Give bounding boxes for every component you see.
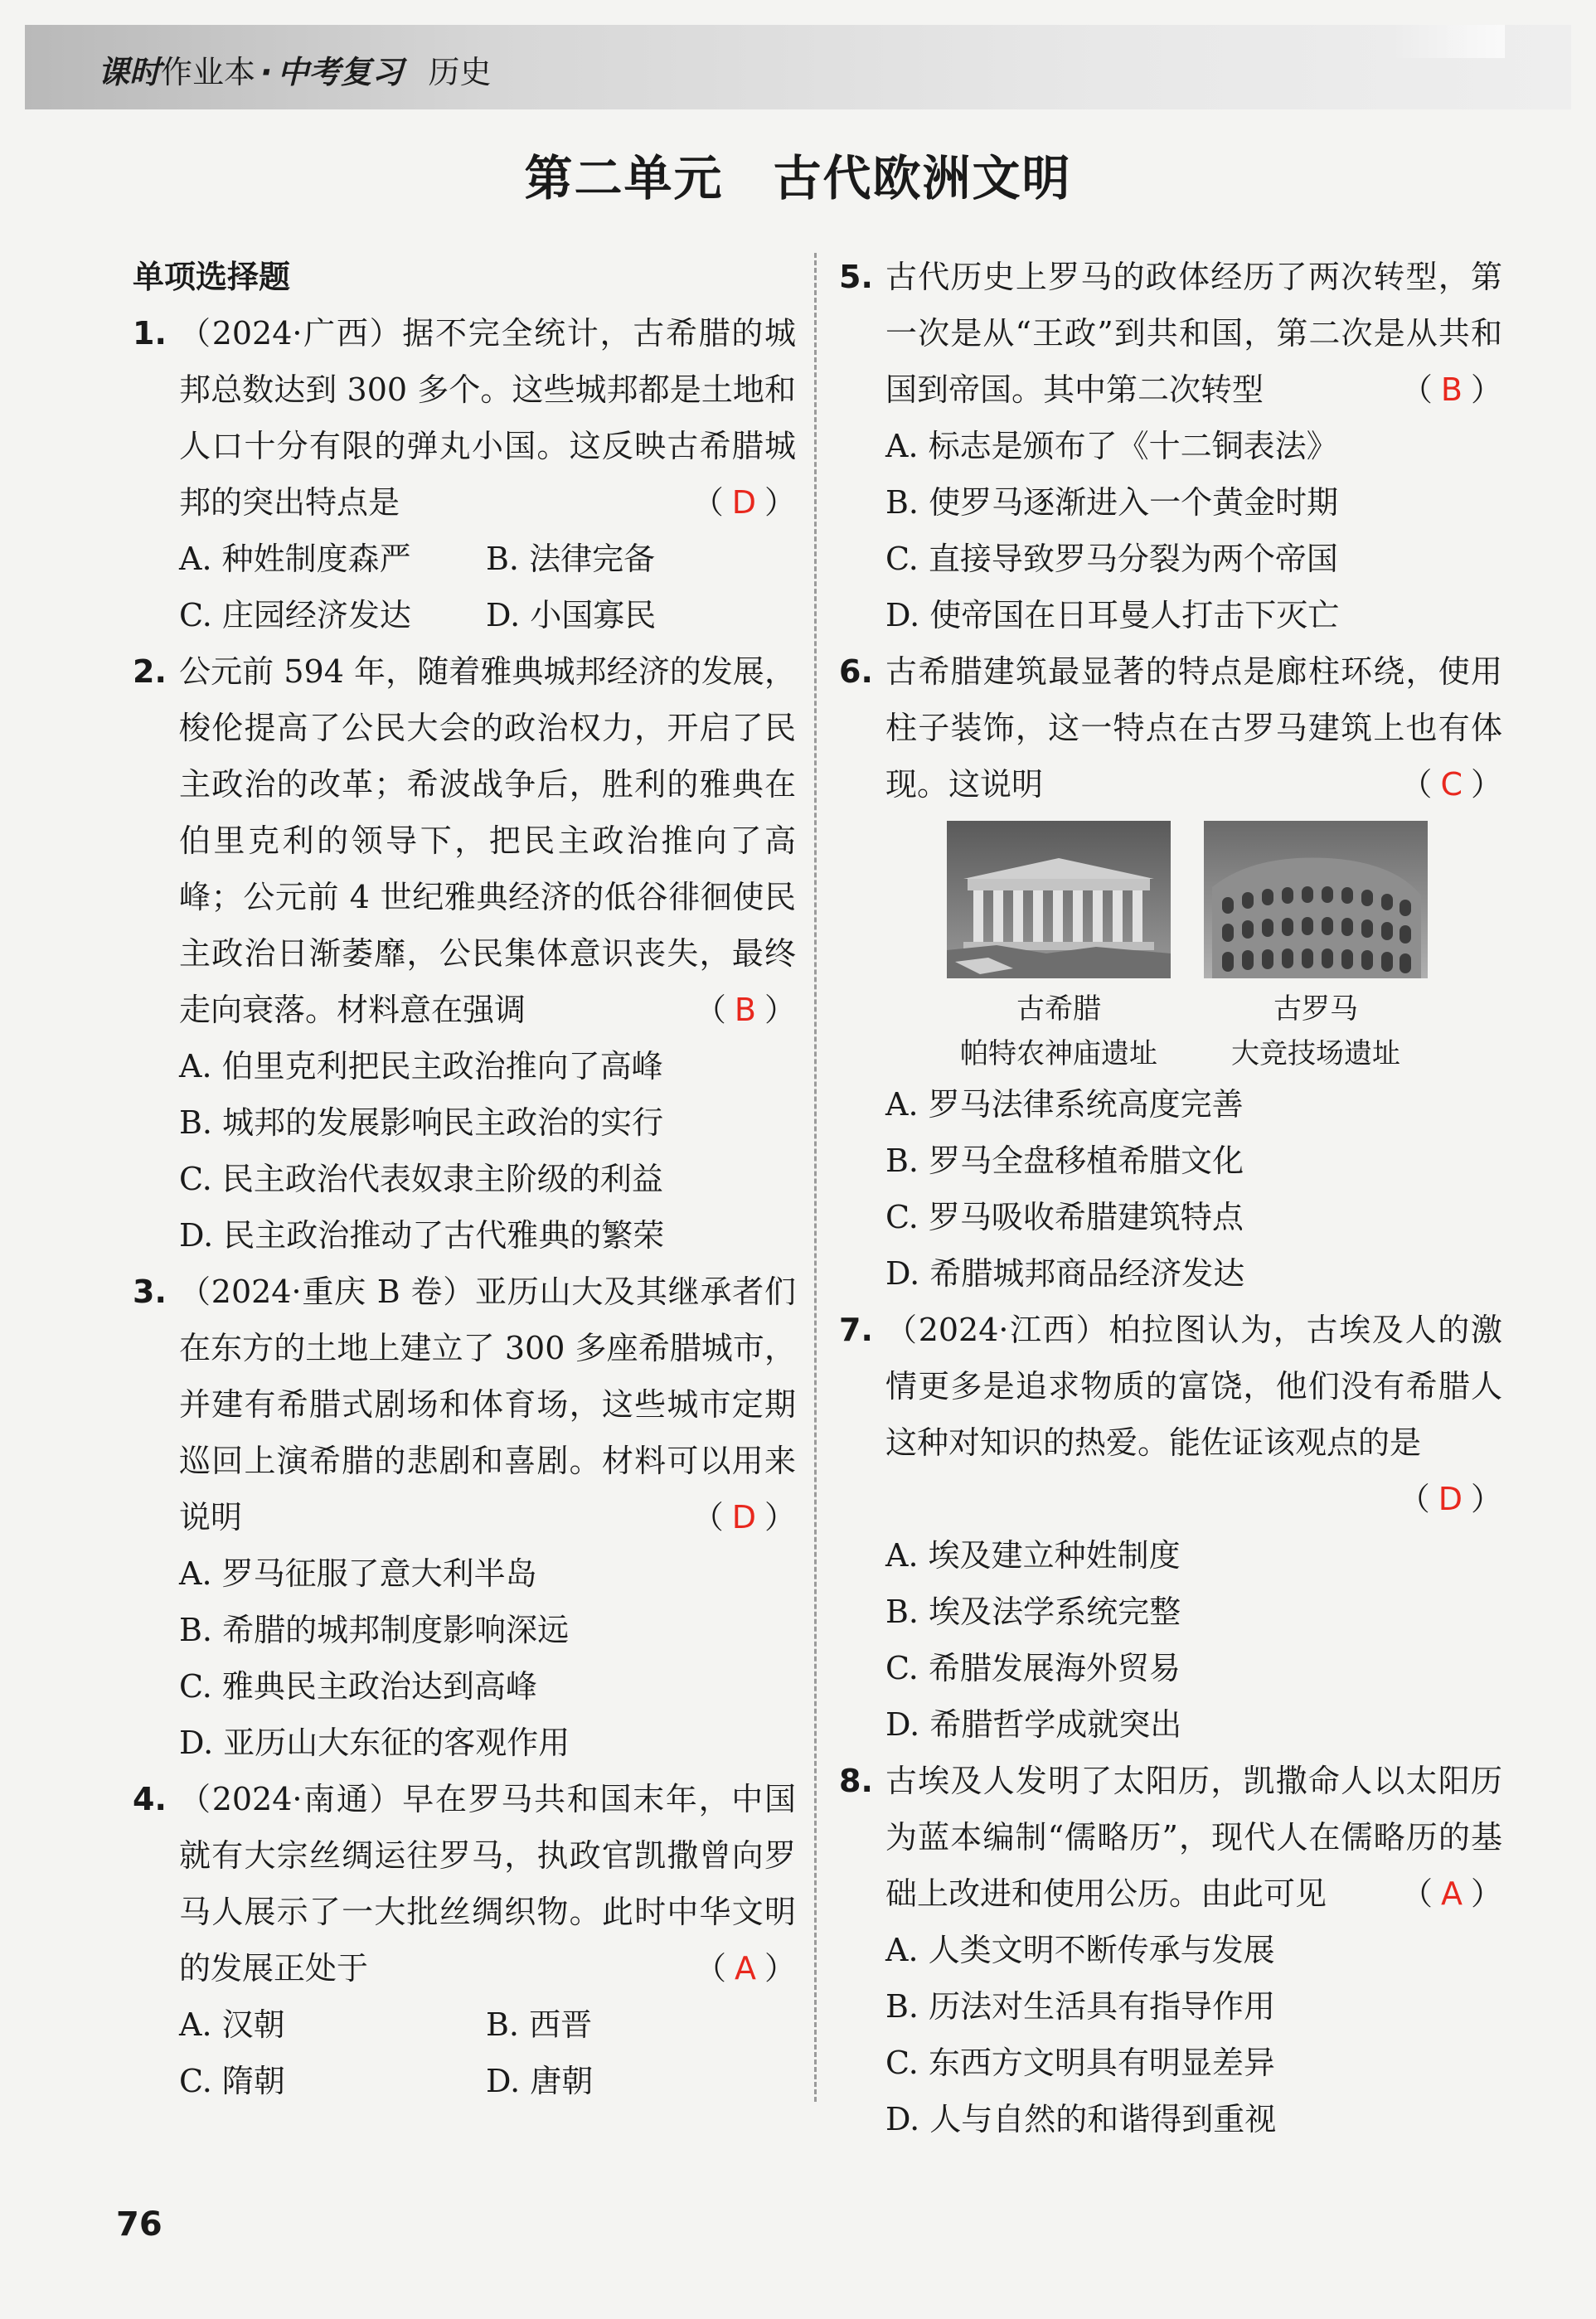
options-row xyxy=(133,587,796,643)
option: D. 亚历山大东征的客观作用 xyxy=(179,1725,570,1761)
answer-letter: C xyxy=(1440,766,1463,803)
question-4 xyxy=(133,1771,796,1996)
option: A. 埃及建立种姓制度 xyxy=(885,1537,1181,1574)
option: D. 希腊城邦商品经济发达 xyxy=(885,1255,1245,1292)
option: B. 历法对生活具有指导作用 xyxy=(885,1988,1276,2025)
right-column xyxy=(839,249,1502,2147)
option: C. 希腊发展海外贸易 xyxy=(885,1650,1181,1686)
header-separator: · xyxy=(260,54,273,90)
question-stem xyxy=(885,1753,1502,1922)
option: A. 罗马征服了意大利半岛 xyxy=(179,1555,537,1592)
question-stem xyxy=(885,1302,1502,1517)
colosseum-photo xyxy=(1204,821,1428,978)
answer-letter: B xyxy=(1440,371,1463,408)
option: A. 种姓制度森严 xyxy=(179,541,411,577)
question-number: 2. xyxy=(133,653,167,690)
option: B. 罗马全盘移植希腊文化 xyxy=(885,1143,1244,1179)
question-1 xyxy=(133,305,796,531)
stem-text: （2024·重庆 B 卷）亚历山大及其继承者们在东方的土地上建立了 300 多座希腊城市，并建有希腊式剧场和体育场，这些城市定期巡回上演希腊的悲剧和喜剧。材料可以用来说明 xyxy=(179,1274,796,1535)
answer-letter: B xyxy=(734,992,756,1028)
option: B. 希腊的城邦制度影响深远 xyxy=(179,1612,570,1648)
options-row xyxy=(133,531,796,587)
question-8 xyxy=(839,1753,1502,1922)
question-number: 7. xyxy=(839,1312,873,1348)
figure-parthenon xyxy=(947,821,1171,1076)
page-title xyxy=(0,139,1596,209)
header-title xyxy=(98,46,492,92)
option: D. 使帝国在日耳曼人打击下灭亡 xyxy=(885,597,1340,633)
header-banner xyxy=(25,25,1571,109)
question-number: 5. xyxy=(839,259,873,295)
question-stem xyxy=(179,1771,796,1996)
question-5 xyxy=(839,249,1502,418)
question-stem xyxy=(179,1264,796,1545)
column-divider xyxy=(814,253,817,2102)
option: C. 雅典民主政治达到高峰 xyxy=(179,1668,537,1705)
figure-caption-line2: 帕特农神庙遗址 xyxy=(960,1037,1157,1070)
series-bold: 课时 xyxy=(98,54,162,90)
question-stem xyxy=(179,305,796,531)
unit-name: 古代欧洲文明 xyxy=(773,150,1072,206)
section-heading: 单项选择题 xyxy=(133,259,291,295)
series-rest: 作业本 xyxy=(161,54,256,90)
options-row xyxy=(133,1996,796,2053)
question-number: 4. xyxy=(133,1781,167,1817)
options-row xyxy=(133,2053,796,2109)
answer-letter: D xyxy=(731,484,756,521)
answer-box: （ D ） xyxy=(1398,1481,1502,1517)
unit-label: 第二单元 xyxy=(524,150,724,206)
answer-letter: A xyxy=(1440,1875,1463,1912)
option: C. 庄园经济发达 xyxy=(179,597,411,633)
answer-box: （ B ） xyxy=(1400,371,1502,408)
stem-text: （2024·江西）柏拉图认为，古埃及人的激情更多是追求物质的富饶，他们没有希腊人这种对知识的热爱。能佐证该观点的是 xyxy=(885,1312,1502,1461)
option: A. 伯里克利把民主政治推向了高峰 xyxy=(179,1048,663,1084)
answer-box: （ A ） xyxy=(694,1950,796,1987)
question-stem xyxy=(885,643,1502,813)
question-number: 8. xyxy=(839,1763,873,1799)
stem-text: 古埃及人发明了太阳历，凯撒命人以太阳历为蓝本编制“儒略历”，现代人在儒略历的基础上改进和使用公历。由此可见 xyxy=(885,1763,1502,1912)
figure-caption-line2: 大竞技场遗址 xyxy=(1231,1037,1400,1070)
answer-letter: D xyxy=(1438,1481,1463,1517)
stem-text: 古代历史上罗马的政体经历了两次转型，第一次是从“王政”到共和国，第二次是从共和国到帝国。其中第二次转型 xyxy=(885,259,1502,408)
subject-label: 历史 xyxy=(428,54,492,90)
answer-box: （ C ） xyxy=(1400,766,1502,803)
option: D. 民主政治推动了古代雅典的繁荣 xyxy=(179,1217,665,1254)
page-number: 76 xyxy=(116,2205,163,2244)
option: B. 使罗马逐渐进入一个黄金时期 xyxy=(885,484,1339,521)
header-accent xyxy=(1389,25,1505,58)
figure-colosseum xyxy=(1204,821,1428,1076)
stem-text: （2024·南通）早在罗马共和国末年，中国就有大宗丝绸运往罗马，执政官凯撒曾向罗马人展示了一大批丝绸织物。此时中华文明的发展正处于 xyxy=(179,1781,796,1987)
question-stem xyxy=(179,643,796,1038)
option: D. 小国寡民 xyxy=(486,597,657,633)
answer-box: （ D ） xyxy=(691,1499,796,1535)
question-6 xyxy=(839,643,1502,813)
question-stem xyxy=(885,249,1502,418)
answer-letter: A xyxy=(734,1950,756,1987)
question-3 xyxy=(133,1264,796,1545)
question-2 xyxy=(133,643,796,1038)
option: A. 人类文明不断传承与发展 xyxy=(885,1932,1275,1968)
option: D. 人与自然的和谐得到重视 xyxy=(885,2101,1277,2137)
option: C. 隋朝 xyxy=(179,2063,285,2099)
answer-box: （ B ） xyxy=(694,992,796,1028)
option: A. 汉朝 xyxy=(179,2006,285,2043)
parthenon-photo xyxy=(947,821,1171,978)
figure-row xyxy=(839,821,1502,1076)
figure-caption-line1: 古罗马 xyxy=(1273,992,1358,1026)
option: A. 标志是颁布了《十二铜表法》 xyxy=(885,428,1338,464)
question-number: 6. xyxy=(839,653,873,690)
option: C. 直接导致罗马分裂为两个帝国 xyxy=(885,541,1338,577)
option: C. 罗马吸收希腊建筑特点 xyxy=(885,1199,1244,1235)
option: B. 城邦的发展影响民主政治的实行 xyxy=(179,1104,664,1141)
option: B. 法律完备 xyxy=(486,541,656,577)
answer-letter: D xyxy=(731,1499,756,1535)
left-column xyxy=(133,249,796,2109)
option: C. 东西方文明具有明显差异 xyxy=(885,2045,1275,2081)
option: D. 希腊哲学成就突出 xyxy=(885,1706,1182,1743)
question-number: 1. xyxy=(133,315,167,352)
figure-caption-line1: 古希腊 xyxy=(1016,992,1101,1026)
answer-box: （ A ） xyxy=(1400,1875,1502,1912)
question-number: 3. xyxy=(133,1274,167,1310)
option: D. 唐朝 xyxy=(486,2063,594,2099)
option: B. 西晋 xyxy=(486,2006,593,2043)
option: B. 埃及法学系统完整 xyxy=(885,1594,1181,1630)
stem-text: （2024·广西）据不完全统计，古希腊的城邦总数达到 300 多个。这些城邦都是土地和人口十分有限的弹丸小国。这反映古希腊城邦的突出特点是 xyxy=(179,315,796,521)
stem-text: 古希腊建筑最显著的特点是廊柱环绕，使用柱子装饰，这一特点在古罗马建筑上也有体现。这说明 xyxy=(885,653,1502,803)
option: A. 罗马法律系统高度完善 xyxy=(885,1086,1244,1123)
edition-label: 中考复习 xyxy=(277,54,404,90)
option: C. 民主政治代表奴隶主阶级的利益 xyxy=(179,1161,663,1197)
stem-text: 公元前 594 年，随着雅典城邦经济的发展，梭伦提高了公民大会的政治权力，开启了民主政治的改革；希波战争后，胜利的雅典在伯里克利的领导下，把民主政治推向了高峰；公元前 4 世纪雅典经济的低谷徘徊使民主政治日渐萎靡，公民集体意识丧失，最终走向衰落。材料意在强调 xyxy=(179,653,796,1028)
answer-box: （ D ） xyxy=(691,484,796,521)
question-7 xyxy=(839,1302,1502,1527)
